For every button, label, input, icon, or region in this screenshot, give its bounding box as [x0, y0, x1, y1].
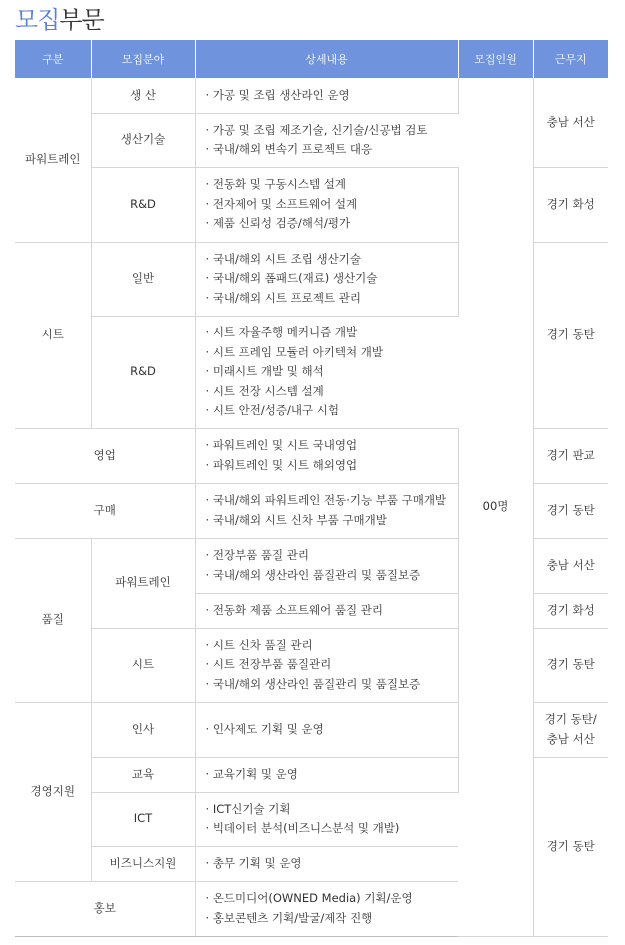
detail-cell: [195, 78, 458, 113]
detail-cell: [195, 428, 458, 483]
detail-line: · 국내/해외 생산라인 품질관리 및 품질보증: [206, 675, 458, 695]
detail-line: · 국내/해외 변속기 프로젝트 대응: [206, 140, 459, 160]
page-title-highlight: 모집: [15, 6, 60, 34]
field-cell: 인사: [91, 702, 195, 757]
location-cell: [533, 757, 608, 936]
detail-line: · 시트 신차 품질 관리: [206, 636, 458, 656]
location-cell: [533, 167, 608, 242]
location-text: 경기 동탄: [546, 502, 595, 517]
detail-cell: [195, 702, 458, 757]
division-cell: 품질: [15, 538, 91, 702]
detail-line: · 빅데이터 분석(비즈니스분석 및 개발): [206, 819, 459, 839]
detail-line: · 전동화 및 구동시스템 설계: [206, 175, 458, 195]
header-detail: 상세내용: [195, 40, 458, 78]
field-cell: 시트: [91, 628, 195, 702]
count-cell: 00명: [458, 78, 533, 936]
detail-line: · 교육기획 및 운영: [206, 765, 458, 785]
location-cell: [533, 428, 608, 483]
detail-cell: [195, 846, 458, 881]
detail-line: · 인사제도 기획 및 운영: [206, 720, 458, 740]
detail-line: · 국내/해외 파워트레인 전동·기능 부품 구매개발: [206, 491, 458, 511]
field-cell: 파워트레인: [91, 538, 195, 628]
detail-cell: [195, 113, 458, 167]
header-field: 모집분야: [91, 40, 195, 78]
location-text: 충남 서산: [546, 114, 595, 129]
header-location: 근무지: [533, 40, 608, 78]
field-cell: 생산기술: [91, 113, 195, 167]
detail-line: · 파워트레인 및 시트 국내영업: [206, 436, 458, 456]
page-title: [15, 4, 104, 36]
detail-cell: [195, 316, 458, 428]
division-cell: 홍보: [15, 881, 195, 936]
division-cell: 구매: [15, 483, 195, 538]
field-cell: 일반: [91, 242, 195, 316]
detail-line: · 홍보콘텐츠 기획/발굴/제작 진행: [206, 909, 459, 929]
detail-line: · 총무 기획 및 운영: [206, 854, 459, 874]
detail-cell: [195, 538, 458, 593]
division-cell: 영업: [15, 428, 195, 483]
detail-line: · 미래시트 개발 및 해석: [206, 362, 459, 382]
detail-line: · 시트 자율주행 메커니즘 개발: [206, 323, 459, 343]
location-text: 경기 동탄/: [544, 712, 597, 726]
detail-cell: [195, 792, 458, 846]
detail-line: · 제품 신뢰성 검증/해석/평가: [206, 214, 458, 234]
location-cell: [533, 538, 608, 593]
detail-cell: [195, 881, 458, 936]
detail-cell: [195, 628, 458, 702]
location-text: 경기 동탄: [546, 327, 595, 342]
division-cell: 시트: [15, 242, 91, 428]
detail-line: · 국내/해외 시트 조립 생산기술: [206, 250, 458, 270]
detail-line: · 가공 및 조립 제조기술, 신기술/신공법 검토: [206, 121, 459, 141]
location-text: 경기 화성: [546, 196, 595, 211]
location-text: 충남 서산: [546, 731, 595, 746]
location-cell: [533, 78, 608, 167]
detail-line: · 국내/해외 생산라인 품질관리 및 품질보증: [206, 566, 458, 586]
field-cell: R&D: [91, 167, 195, 242]
detail-cell: [195, 242, 458, 316]
detail-line: · 온드미디어(OWNED Media) 기획/운영: [206, 889, 459, 909]
field-cell: 생 산: [91, 78, 195, 113]
division-cell: 파워트레인: [15, 78, 91, 242]
detail-line: · 전자제어 및 소프트웨어 설계: [206, 195, 458, 215]
detail-line: · 시트 안전/성증/내구 시험: [206, 401, 459, 421]
detail-cell: [195, 757, 458, 792]
field-cell: 교육: [91, 757, 195, 792]
location-text: 경기 동탄: [546, 657, 595, 672]
detail-line: · 국내/해외 시트 프로젝트 관리: [206, 289, 458, 309]
field-cell: R&D: [91, 316, 195, 428]
field-cell: ICT: [91, 792, 195, 846]
location-cell: [533, 628, 608, 702]
header-division: 구분: [15, 40, 91, 78]
detail-line: · 시트 전장 시스템 설계: [206, 382, 459, 402]
detail-line: · 시트 전장부품 품질관리: [206, 655, 458, 675]
detail-line: · 가공 및 조립 생산라인 운영: [206, 86, 458, 106]
location-cell: [533, 702, 608, 757]
location-cell: [533, 242, 608, 428]
recruitment-table: [15, 40, 608, 937]
location-cell: [533, 483, 608, 538]
detail-line: · 전장부품 품질 관리: [206, 546, 458, 566]
detail-cell: [195, 483, 458, 538]
header-count: 모집인원: [458, 40, 533, 78]
location-text: 경기 화성: [546, 602, 595, 617]
detail-line: · 전동화 제품 소프트웨어 품질 관리: [206, 601, 458, 621]
table-row: [15, 78, 608, 113]
location-text: 경기 판교: [546, 447, 595, 462]
location-text: 충남 서산: [546, 557, 595, 572]
detail-line: · ICT신기술 기획: [206, 800, 459, 820]
detail-cell: [195, 167, 458, 242]
location-text: 경기 동탄: [546, 838, 595, 853]
location-cell: [533, 593, 608, 628]
field-cell: 비즈니스지원: [91, 846, 195, 881]
detail-line: · 국내/해외 시트 신차 부품 구매개발: [206, 511, 458, 531]
table-header-row: [15, 40, 608, 78]
detail-line: · 국내/해외 폼패드(재료) 생산기술: [206, 269, 458, 289]
page-title-rest: 부문: [59, 6, 104, 34]
detail-line: · 시트 프레임 모듈러 아키텍쳐 개발: [206, 343, 459, 363]
division-cell: 경영지원: [15, 702, 91, 881]
detail-cell: [195, 593, 458, 628]
detail-line: · 파워트레인 및 시트 해외영업: [206, 456, 458, 476]
